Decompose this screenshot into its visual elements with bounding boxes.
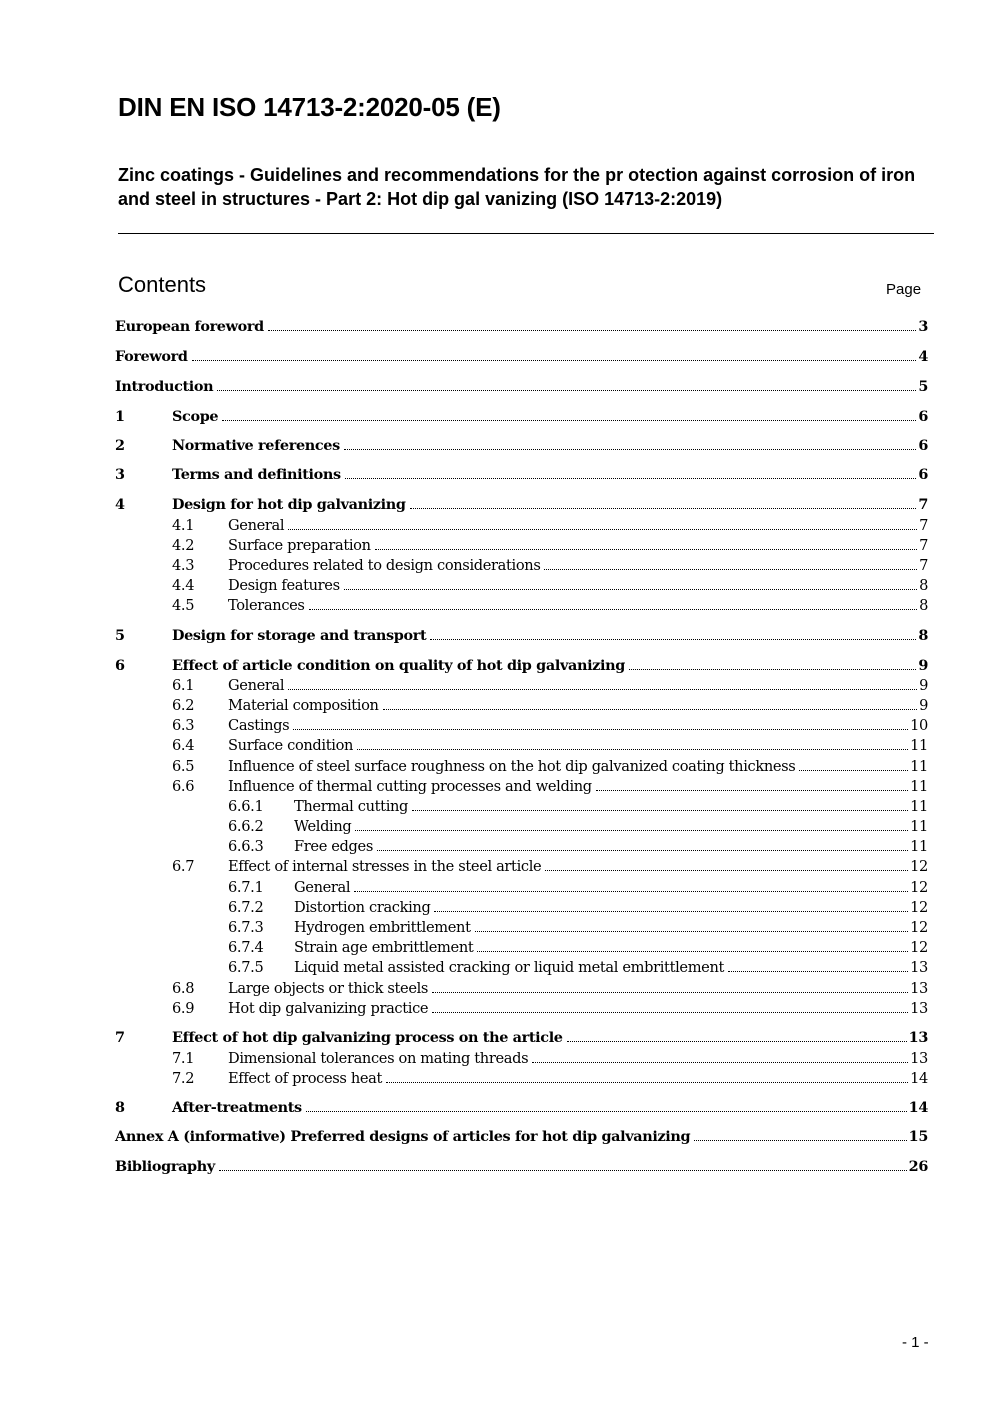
toc-entry-number: 4.4 (172, 577, 195, 594)
toc-entry-number: 2 (115, 437, 125, 454)
toc-entry-number: 6.6 (172, 778, 195, 795)
toc-entry-label: Normative references (172, 437, 340, 454)
toc-entry-number: 4.2 (172, 537, 195, 554)
toc-dot-leader (288, 529, 917, 530)
toc-entry-number: 6.6.2 (228, 818, 264, 835)
toc-entry[interactable] (115, 577, 928, 597)
toc-entry-number: 4.3 (172, 557, 195, 574)
toc-entry-label: Liquid metal assisted cracking or liquid metal embrittlement (294, 959, 725, 976)
toc-entry-label: Distortion cracking (294, 899, 431, 916)
toc-dot-leader (309, 609, 917, 610)
toc-entry-number: 7.1 (172, 1050, 195, 1067)
toc-entry[interactable] (115, 466, 928, 486)
toc-entry-label: Effect of hot dip galvanizing process on the article (172, 1029, 563, 1046)
toc-dot-leader (728, 971, 908, 972)
toc-entry-label: General (294, 879, 351, 896)
toc-entry[interactable] (115, 408, 928, 428)
toc-entry[interactable] (115, 1128, 928, 1148)
toc-entry-label: Introduction (115, 378, 214, 395)
toc-entry-number: 6 (115, 657, 125, 674)
toc-dot-leader (477, 951, 908, 952)
toc-dot-leader (799, 770, 908, 771)
toc-entry-number: 8 (115, 1099, 125, 1116)
toc-entry[interactable] (115, 1070, 928, 1090)
toc-entry-label: Foreword (115, 348, 188, 365)
toc-entry-label: Design for hot dip galvanizing (172, 496, 406, 513)
toc-entry-page: 12 (910, 919, 928, 936)
toc-entry-page: 11 (910, 778, 928, 795)
toc-dot-leader (475, 931, 909, 932)
toc-dot-leader (354, 891, 908, 892)
toc-entry[interactable] (115, 318, 928, 338)
toc-entry-label: General (228, 517, 285, 534)
toc-entry-number: 6.5 (172, 758, 195, 775)
toc-entry-page: 11 (910, 758, 928, 775)
toc-entry-page: 9 (919, 677, 928, 694)
toc-dot-leader (344, 589, 917, 590)
toc-entry[interactable] (115, 838, 928, 858)
toc-entry-label: Hot dip galvanizing practice (228, 1000, 429, 1017)
toc-entry-page: 12 (910, 899, 928, 916)
toc-dot-leader (222, 420, 916, 421)
toc-entry-page: 11 (910, 798, 928, 815)
toc-entry-page: 8 (919, 597, 928, 614)
toc-entry-page: 14 (908, 1099, 928, 1116)
toc-entry-number: 6.7.4 (228, 939, 264, 956)
toc-entry[interactable] (115, 537, 928, 557)
toc-dot-leader (355, 830, 908, 831)
toc-entry-number: 6.3 (172, 717, 195, 734)
toc-dot-leader (386, 1082, 908, 1083)
toc-entry-label: Hydrogen embrittlement (294, 919, 471, 936)
document-title: Zinc coatings - Guidelines and recommendations for the pr otection against corrosion of iron and steel in structures - Part 2: Hot dip gal vanizing (ISO 14713-2:2019) (118, 165, 916, 209)
toc-dot-leader (383, 709, 917, 710)
toc-dot-leader (293, 729, 908, 730)
toc-entry-number: 5 (115, 627, 125, 644)
toc-dot-leader (345, 478, 917, 479)
toc-entry-label: Terms and definitions (172, 466, 341, 483)
toc-entry-page: 14 (910, 1070, 928, 1087)
toc-entry-page: 4 (918, 348, 928, 365)
toc-dot-leader (432, 1012, 908, 1013)
toc-entry[interactable] (115, 939, 928, 959)
toc-entry-page: 12 (910, 858, 928, 875)
toc-entry-label: Procedures related to design considerations (228, 557, 541, 574)
toc-entry-label: Influence of thermal cutting processes and welding (228, 778, 592, 795)
toc-entry-page: 9 (919, 697, 928, 714)
toc-entry-page: 10 (910, 717, 928, 734)
toc-entry-number: 4.1 (172, 517, 195, 534)
toc-dot-leader (268, 330, 916, 331)
toc-entry-page: 12 (910, 939, 928, 956)
toc-entry-page: 8 (918, 627, 928, 644)
toc-entry-page: 8 (919, 577, 928, 594)
toc-entry-label: Material composition (228, 697, 379, 714)
toc-entry-page: 13 (908, 1029, 928, 1046)
toc-entry-label: Strain age embrittlement (294, 939, 474, 956)
page-number: - 1 - (902, 1334, 929, 1351)
toc-entry[interactable] (115, 1029, 928, 1049)
toc-entry-label: Tolerances (228, 597, 305, 614)
toc-dot-leader (288, 689, 917, 690)
toc-entry-label: Effect of internal stresses in the steel article (228, 858, 542, 875)
toc-dot-leader (629, 669, 916, 670)
toc-entry-label: Bibliography (115, 1158, 215, 1175)
toc-entry-page: 6 (918, 408, 928, 425)
toc-entry-number: 6.2 (172, 697, 195, 714)
toc-entry[interactable] (115, 1050, 928, 1070)
toc-entry-page: 26 (908, 1158, 928, 1175)
toc-entry[interactable] (115, 717, 928, 737)
document-id: DIN EN ISO 14713-2:2020-05 (E) (118, 92, 501, 122)
toc-dot-leader (412, 810, 908, 811)
toc-entry-page: 15 (908, 1128, 928, 1145)
toc-entry-label: Scope (172, 408, 219, 425)
toc-entry-number: 6.7.3 (228, 919, 264, 936)
toc-entry-page: 13 (910, 1050, 928, 1067)
toc-entry[interactable] (115, 1099, 928, 1119)
toc-entry-label: Castings (228, 717, 290, 734)
toc-dot-leader (357, 749, 908, 750)
toc-entry-number: 7.2 (172, 1070, 195, 1087)
toc-entry-number: 6.7.1 (228, 879, 264, 896)
toc-dot-leader (545, 870, 908, 871)
toc-entry[interactable] (115, 677, 928, 697)
toc-dot-leader (410, 508, 917, 509)
toc-entry-number: 6.7.2 (228, 899, 264, 916)
toc-entry-number: 6.4 (172, 737, 195, 754)
toc-entry-label: Effect of article condition on quality of hot dip galvanizing (172, 657, 625, 674)
toc-entry-page: 6 (918, 437, 928, 454)
toc-entry-page: 5 (918, 378, 928, 395)
toc-entry[interactable] (115, 517, 928, 537)
toc-entry[interactable] (115, 818, 928, 838)
toc-entry-label: Thermal cutting (294, 798, 409, 815)
toc-entry-number: 1 (115, 408, 125, 425)
toc-entry-page: 7 (918, 496, 928, 513)
toc-entry-label: Design for storage and transport (172, 627, 427, 644)
toc-entry-page: 13 (910, 959, 928, 976)
toc-entry-label: Surface condition (228, 737, 354, 754)
toc-dot-leader (694, 1140, 906, 1141)
toc-entry-label: Dimensional tolerances on mating threads (228, 1050, 529, 1067)
toc-entry-label: Influence of steel surface roughness on the hot dip galvanized coating thickness (228, 758, 796, 775)
toc-entry[interactable] (115, 758, 928, 778)
toc-entry-number: 6.7 (172, 858, 195, 875)
toc-entry-label: Large objects or thick steels (228, 980, 429, 997)
toc-entry-page: 7 (919, 517, 928, 534)
contents-heading: Contents (118, 272, 207, 297)
toc-entry-label: Welding (294, 818, 352, 835)
toc-entry[interactable] (115, 557, 928, 577)
toc-entry-page: 3 (918, 318, 928, 335)
toc-entry-number: 7 (115, 1029, 125, 1046)
toc-entry-page: 11 (910, 737, 928, 754)
toc-entry[interactable] (115, 378, 928, 398)
toc-entry[interactable] (115, 959, 928, 979)
toc-dot-leader (567, 1041, 907, 1042)
toc-entry-number: 4.5 (172, 597, 195, 614)
toc-entry-label: Free edges (294, 838, 373, 855)
toc-entry-label: European foreword (115, 318, 264, 335)
toc-entry-page: 13 (910, 980, 928, 997)
toc-entry[interactable] (115, 697, 928, 717)
toc-entry-page: 7 (919, 537, 928, 554)
toc-entry-page: 6 (918, 466, 928, 483)
toc-dot-leader (434, 911, 908, 912)
toc-entry-page: 11 (910, 818, 928, 835)
toc-entry-number: 6.9 (172, 1000, 195, 1017)
toc-entry-number: 4 (115, 496, 125, 513)
toc-entry-label: Surface preparation (228, 537, 371, 554)
toc-entry-number: 6.8 (172, 980, 195, 997)
toc-entry[interactable] (115, 496, 928, 516)
toc-entry[interactable] (115, 919, 928, 939)
toc-entry-label: Annex A (informative) Preferred designs of articles for hot dip galvanizing (115, 1128, 691, 1145)
toc-entry[interactable] (115, 657, 928, 677)
toc-entry[interactable] (115, 980, 928, 1000)
toc-entry[interactable] (115, 597, 928, 617)
toc-entry[interactable] (115, 737, 928, 757)
toc-entry-page: 13 (910, 1000, 928, 1017)
toc-dot-leader (344, 449, 916, 450)
toc-entry-label: Effect of process heat (228, 1070, 383, 1087)
toc-entry-page: 9 (918, 657, 928, 674)
toc-entry[interactable] (115, 778, 928, 798)
toc-entry-number: 6.7.5 (228, 959, 264, 976)
toc-entry[interactable] (115, 627, 928, 647)
toc-dot-leader (219, 1170, 907, 1171)
toc-entry[interactable] (115, 1158, 928, 1178)
toc-entry[interactable] (115, 798, 928, 818)
page-column-heading: Page (886, 281, 922, 298)
toc-dot-leader (217, 390, 916, 391)
toc-entry-page: 12 (910, 879, 928, 896)
toc-entry[interactable] (115, 1000, 928, 1020)
toc-dot-leader (192, 360, 917, 361)
toc-dot-leader (544, 569, 917, 570)
toc-entry-number: 6.6.3 (228, 838, 264, 855)
toc-dot-leader (596, 790, 908, 791)
toc-dot-leader (532, 1062, 908, 1063)
toc-entry-label: Design features (228, 577, 340, 594)
toc-entry[interactable] (115, 858, 928, 878)
title-divider (118, 233, 934, 234)
toc-entry[interactable] (115, 879, 928, 899)
toc-dot-leader (377, 850, 908, 851)
toc-entry-label: General (228, 677, 285, 694)
toc-entry[interactable] (115, 899, 928, 919)
toc-dot-leader (432, 992, 908, 993)
toc-dot-leader (430, 639, 916, 640)
toc-dot-leader (306, 1111, 907, 1112)
toc-entry-page: 7 (919, 557, 928, 574)
toc-entry-label: After-treatments (172, 1099, 302, 1116)
toc-entry-page: 11 (910, 838, 928, 855)
toc-entry-number: 3 (115, 466, 125, 483)
toc-entry[interactable] (115, 437, 928, 457)
toc-entry-number: 6.1 (172, 677, 195, 694)
toc-entry[interactable] (115, 348, 928, 368)
toc-entry-number: 6.6.1 (228, 798, 264, 815)
toc-dot-leader (375, 549, 917, 550)
